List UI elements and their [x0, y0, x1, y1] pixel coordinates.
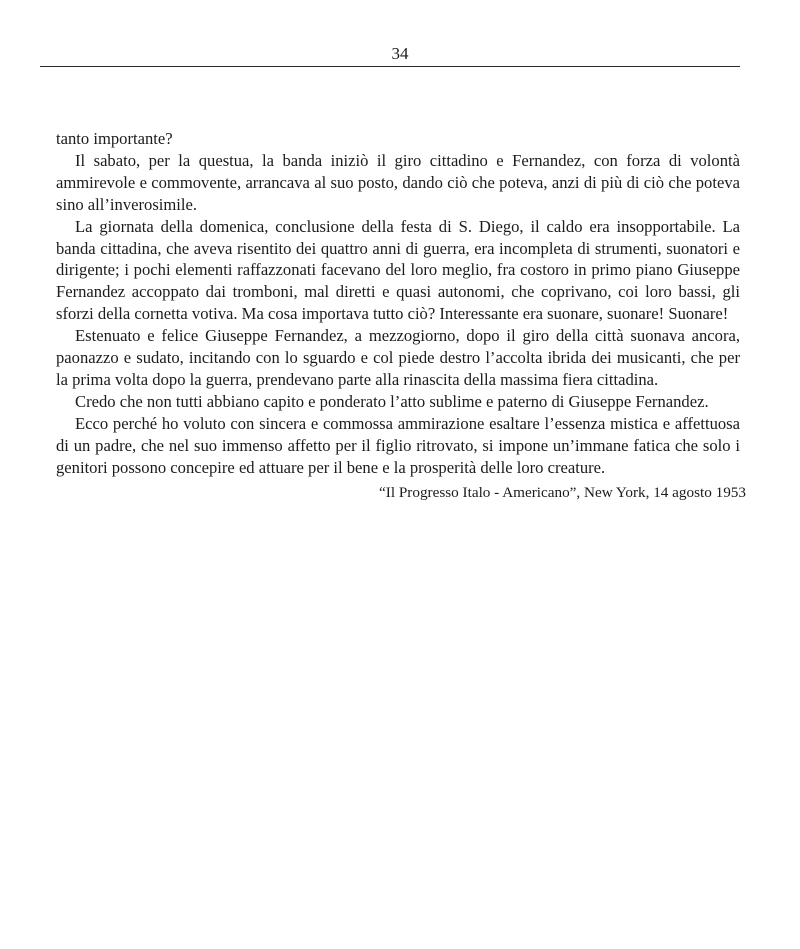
paragraph-credo: Credo che non tutti abbiano capito e ponderato l’atto sublime e paterno di Giuseppe Fernandez.	[75, 391, 709, 411]
paragraph-continuation: tanto importante?	[56, 129, 173, 148]
paragraph-sabato: Il sabato, per la questua, la banda iniziò il giro cittadino e Fernandez, con forza di volontà ammirevole e commovente, arrancava al suo posto, dando ciò che poteva, anzi di più di ciò che poteva sino all’inverosimile.	[56, 150, 740, 214]
paragraph-estenuato: Estenuato e felice Giuseppe Fernandez, a mezzogiorno, dopo il giro della città suonava ancora, paonazzo e sudato, incitando con lo sguardo e col piede destro l’accolta ibrida dei musicanti, che per la prima volta dopo la guerra, prendevano parte alla rinascita della massima fiera cittadina.	[56, 326, 740, 389]
header-rule	[40, 66, 740, 67]
source-citation: “Il Progresso Italo - Americano”, New York, 14 agosto 1953	[379, 484, 746, 501]
paragraph-ecco: Ecco perché ho voluto con sincera e commossa ammirazione esaltare l’essenza mistica e affettuosa di un padre, che nel suo immenso affetto per il figlio ritrovato, si impone un’immane fatica che solo i genitori possono concepire ed attuare per il bene e la prosperità delle loro creature.	[56, 413, 740, 477]
article-body	[56, 128, 740, 479]
page-number: 34	[391, 44, 409, 63]
paragraph-domenica: La giornata della domenica, conclusione della festa di S. Diego, il caldo era insopportabile. La banda cittadina, che aveva risentito dei quattro anni di guerra, era incompleta di strumenti, suonatori e dirigente; i pochi elementi raffazzonati facevano del loro meglio, fra costoro in primo piano Giuseppe Fernandez accoppato dai tromboni, mal diretti e quasi autonomi, che coprivano, coi loro bassi, gli sforzi della cornetta votiva. Ma cosa importava tutto ciò? Interessante era suonare, suonare! Suonare!	[56, 216, 740, 324]
